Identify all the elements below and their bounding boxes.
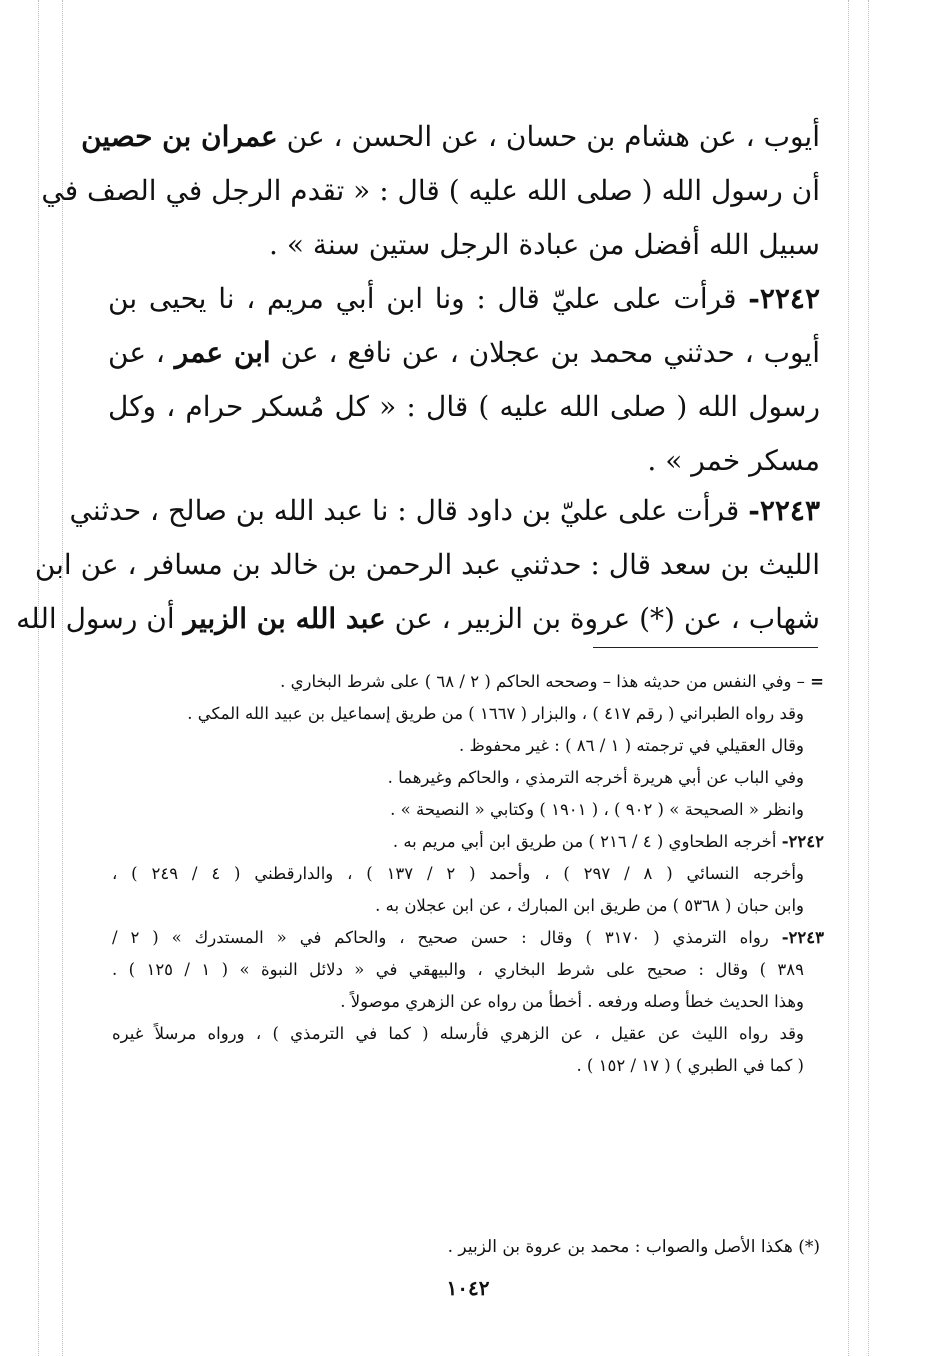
editor-note: (*) هكذا الأصل والصواب : محمد بن عروة بن الزبير . <box>447 1237 820 1257</box>
narrator-name: عبد الله بن الزبير <box>183 602 386 635</box>
footnote-line: وانظر « الصحيحة » ( ٩٠٢ ) ، ( ١٩٠١ ) وكتابي « النصيحة » . <box>390 800 804 819</box>
footnote-line: ٢٢٤٣- رواه الترمذي ( ٣١٧٠ ) وقال : حسن صحيح ، والحاكم في « المستدرك » ( ٢ / <box>112 928 824 947</box>
scan-guide-line <box>848 0 849 1356</box>
text-line: الليث بن سعد قال : حدثني عبد الرحمن بن خالد بن مسافر ، عن ابن <box>34 548 820 581</box>
text-line: ٢٢٤٢- قرأت على عليّ قال : ونا ابن أبي مريم ، نا يحيى بن <box>108 282 820 315</box>
hadith-number: ٢٢٤٢- <box>748 282 820 315</box>
hadith-2243 <box>16 484 820 646</box>
scan-guide-line <box>38 0 39 1356</box>
text-line: مسكر خمر » . <box>647 444 820 477</box>
footnote-line: وقد رواه الليث عن عقيل ، عن الزهري فأرسله ( كما في الترمذي ) ، ورواه مرسلاً غيره <box>112 1024 804 1043</box>
hadith-number: ٢٢٤٣- <box>748 494 820 527</box>
scan-guide-line <box>868 0 869 1356</box>
text-line: أيوب ، حدثني محمد بن عجلان ، عن نافع ، عن ابن عمر ، عن <box>108 336 820 369</box>
footnote-line: ( كما في الطبري ) ( ١٧ / ١٥٢ ) . <box>576 1056 804 1075</box>
page-number: ١٠٤٢ <box>446 1276 490 1300</box>
footnote-line: وأخرجه النسائي ( ٨ / ٢٩٧ ) ، وأحمد ( ٢ / ١٣٧ ) ، والدارقطني ( ٤ / ٢٤٩ ) ، <box>112 864 804 883</box>
text-line: أيوب ، عن هشام بن حسان ، عن الحسن ، عن عمران بن حصين <box>81 120 820 153</box>
narrator-name: ابن عمر <box>174 336 271 369</box>
footnote-number: ٢٢٤٢- <box>781 832 824 851</box>
paragraph-continuation <box>41 110 820 272</box>
footnote-line: ٢٢٤٢- أخرجه الطحاوي ( ٤ / ٢١٦ ) من طريق ابن أبي مريم به . <box>392 832 824 851</box>
footnote-line: = – وفي النفس من حديثه هذا – وصححه الحاكم ( ٢ / ٦٨ ) على شرط البخاري . <box>280 672 824 691</box>
footnote-line: ٣٨٩ ) وقال : صحيح على شرط البخاري ، والبيهقي في « دلائل النبوة » ( ١ / ١٢٥ ) . <box>112 960 804 979</box>
footnote-line: وفي الباب عن أبي هريرة أخرجه الترمذي ، والحاكم وغيرهما . <box>387 768 804 787</box>
footnote-separator <box>593 647 818 648</box>
narrator-name: عمران بن حصين <box>81 120 278 153</box>
footnote-line: وهذا الحديث خطأ وصله ورفعه . أخطأ من رواه عن الزهري موصولاً . <box>340 992 804 1011</box>
footnote-line: وابن حبان ( ٥٣٦٨ ) من طريق ابن المبارك ، عن ابن عجلان به . <box>375 896 804 915</box>
footnotes <box>112 666 824 1082</box>
footnote-line: وقد رواه الطبراني ( رقم ٤١٧ ) ، والبزار ( ١٦٦٧ ) من طريق إسماعيل بن عبيد الله المكي . <box>187 704 804 723</box>
text-line: سبيل الله أفضل من عبادة الرجل ستين سنة » . <box>269 228 820 261</box>
footnote-line: وقال العقيلي في ترجمته ( ١ / ٨٦ ) : غير محفوظ . <box>458 736 804 755</box>
hadith-2242 <box>108 272 820 488</box>
text-line: أن رسول الله ( صلى الله عليه ) قال : « تقدم الرجل في الصف في <box>41 174 820 207</box>
footnote-number: ٢٢٤٣- <box>781 928 824 947</box>
text-line: رسول الله ( صلى الله عليه ) قال : « كل مُسكر حرام ، وكل <box>108 390 820 423</box>
text-line: ٢٢٤٣- قرأت على عليّ بن داود قال : نا عبد الله بن صالح ، حدثني <box>69 494 820 527</box>
text-line: شهاب ، عن (*) عروة بن الزبير ، عن عبد الله بن الزبير أن رسول الله <box>16 602 820 635</box>
